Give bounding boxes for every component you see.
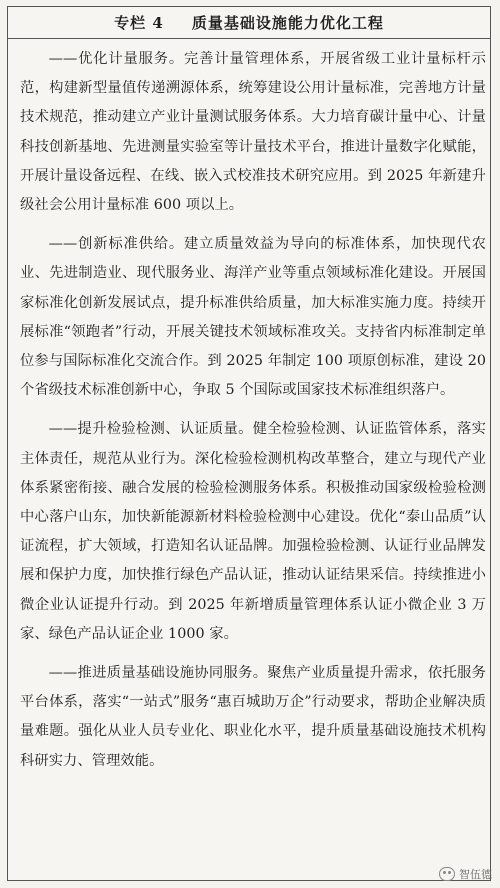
box-heading: 质量基础设施能力优化工程 [191, 14, 384, 32]
box-title [8, 7, 490, 39]
paragraph-standards: ——创新标准供给。建立质量效益为导向的标准体系，加快现代农业、先进制造业、现代服务业、海洋产业等重点领域标准化建设。开展国家标准化创新发展试点，提升标准供给质量，加大标准实施力度。持续开展标准“领跑者”行动，开展关键技术领域标准攻关。支持省内标准制定单位参与国际标准化交流合作。到 2025 年制定 100 项原创标准，建设 20 个省级技术标准创新中心，争取 5 个国际或国家技术标准组织落户。 [20, 236, 486, 399]
column-box [7, 6, 491, 881]
box-label: 专栏 4 [114, 14, 164, 32]
wechat-icon [439, 867, 455, 881]
paragraph-metrology: ——优化计量服务。完善计量管理体系，开展省级工业计量标杆示范，构建新型量值传递溯源体系，统筹建设公用计量标准，完善地方计量技术规范，推动建立产业计量测试服务体系。大力培育碳计量中心、计量科技创新基地、先进测量实验室等计量技术平台，推进计量数字化赋能，开展计量设备远程、在线、嵌入式校准技术研究应用。到 2025 年新建升级社会公用计量标准 600 项以上。 [20, 51, 486, 214]
paragraph-inspection: ——提升检验检测、认证质量。健全检验检测、认证监管体系，落实主体责任，规范从业行为。深化检验检测机构改革整合，建立与现代产业体系紧密衔接、融合发展的检验检测服务体系。积极推动国家级检验检测中心落户山东，加快新能源新材料检验检测中心建设。优化“泰山品质”认证流程，扩大领域，打造知名认证品牌。加强检验检测、认证行业品牌发展和保护力度，加快推行绿色产品认证，推动认证结果采信。持续推进小微企业认证提升行动。到 2025 年新增质量管理体系认证小微企业 3 万家、绿色产品认证企业 1000 家。 [20, 421, 486, 642]
watermark-text: 智伍德 [459, 868, 492, 881]
watermark [439, 866, 492, 882]
box-content [20, 45, 486, 786]
paragraph-infrastructure: ——推进质量基础设施协同服务。聚焦产业质量提升需求，依托服务平台体系，落实“一站式”服务“惠百城助万企”行动要求，帮助企业解决质量难题。强化从业人员专业化、职业化水平，提升质量基础设施技术机构科研实力、管理效能。 [20, 665, 486, 769]
